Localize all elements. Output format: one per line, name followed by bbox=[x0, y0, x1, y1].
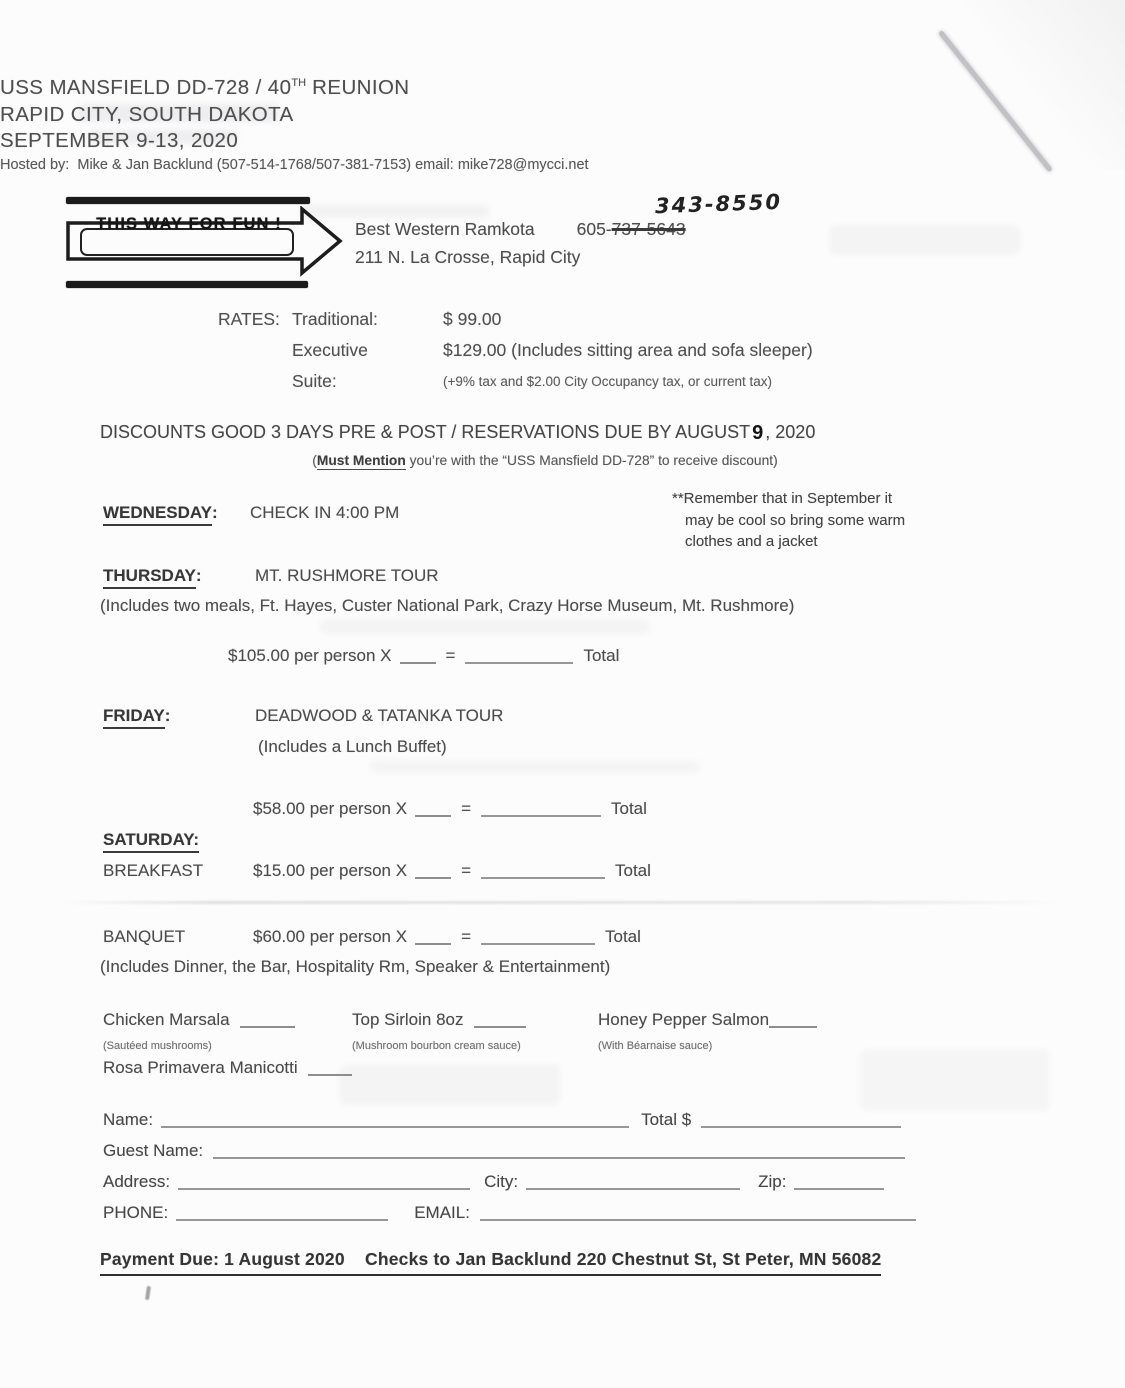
meal-salmon-sub: (With Béarnaise sauce) bbox=[598, 1040, 713, 1052]
hotel-name-phone-line bbox=[355, 219, 686, 240]
breakfast-label: BREAKFAST bbox=[103, 861, 204, 880]
address-blank bbox=[178, 1188, 470, 1190]
banquet-qty-blank bbox=[415, 943, 451, 945]
thursday-includes: (Includes two meals, Ft. Hayes, Custer National Park, Crazy Horse Museum, Mt. Rushmore) bbox=[100, 596, 795, 615]
friday-label: FRIDAY bbox=[103, 706, 165, 729]
weather-note-line2: may be cool so bring some warm bbox=[685, 511, 906, 529]
meal-salmon-blank bbox=[769, 1026, 817, 1028]
banquet-total-blank bbox=[481, 943, 595, 945]
payment-due-line: Payment Due: 1 August 2020 Checks to Jan Backlund 220 Chestnut St, St Peter, MN 56082 bbox=[100, 1249, 881, 1276]
rates-table bbox=[218, 304, 813, 397]
thursday-price-text: $105.00 per person X bbox=[228, 646, 392, 665]
discounts-line bbox=[100, 421, 815, 444]
total-label: Total bbox=[611, 799, 647, 818]
scan-artifact bbox=[340, 1065, 560, 1105]
email-blank bbox=[480, 1219, 916, 1221]
wednesday-heading bbox=[103, 503, 218, 526]
weather-reminder-note bbox=[672, 488, 972, 553]
title-suffix: REUNION bbox=[306, 76, 410, 99]
stamp-label: THIS WAY FOR FUN ! bbox=[96, 215, 282, 233]
rates-spacer bbox=[218, 335, 292, 366]
meal-chicken-sub: (Sautéed mushrooms) bbox=[103, 1040, 212, 1052]
friday-price-text: $58.00 per person X bbox=[253, 799, 408, 818]
title-prefix: USS MANSFIELD DD-728 / 40 bbox=[0, 76, 292, 99]
thursday-heading bbox=[103, 566, 202, 589]
page-corner-shadow bbox=[946, 0, 1125, 170]
hotel-address: 211 N. La Crosse, Rapid City bbox=[355, 247, 581, 267]
scan-artifact bbox=[830, 225, 1020, 255]
scan-artifact bbox=[320, 620, 650, 634]
must-mention-bold: Must Mention bbox=[316, 453, 406, 468]
banquet-price-text: $60.00 per person X bbox=[253, 927, 408, 946]
grand-total-label: Total $ bbox=[641, 1110, 692, 1129]
this-way-for-fun-stamp bbox=[64, 194, 354, 294]
meal-option-salmon bbox=[598, 1010, 817, 1030]
meal-option-chicken bbox=[103, 1010, 295, 1030]
rate-type-traditional: Traditional: bbox=[292, 309, 378, 329]
stamp-top-bar bbox=[66, 197, 310, 204]
mention-open-paren: ( bbox=[312, 453, 317, 468]
meal-chicken-blank bbox=[240, 1026, 295, 1028]
rates-label: RATES: bbox=[218, 309, 280, 329]
equals-sign: = bbox=[461, 927, 471, 946]
equals-sign: = bbox=[445, 646, 456, 665]
meal-sirloin-blank bbox=[474, 1026, 526, 1028]
wednesday-colon: : bbox=[211, 503, 218, 522]
friday-total-blank bbox=[481, 815, 601, 817]
wednesday-text: CHECK IN 4:00 PM bbox=[250, 503, 400, 522]
meal-option-manicotti bbox=[103, 1058, 352, 1078]
breakfast-total-blank bbox=[481, 877, 605, 879]
weather-note-line3: clothes and a jacket bbox=[685, 533, 818, 550]
friday-qty-blank bbox=[415, 815, 451, 817]
meal-manicotti-label: Rosa Primavera Manicotti bbox=[103, 1058, 298, 1077]
banquet-includes: (Includes Dinner, the Bar, Hospitality Rm, Speaker & Entertainment) bbox=[100, 957, 611, 976]
meal-salmon-label: Honey Pepper Salmon bbox=[598, 1010, 770, 1029]
hotel-name: Best Western Ramkota bbox=[355, 219, 535, 239]
zip-blank bbox=[794, 1188, 884, 1190]
address-row bbox=[103, 1172, 884, 1192]
saturday-heading bbox=[103, 830, 199, 853]
rate-type-executive: Executive bbox=[292, 340, 368, 360]
guest-name-row bbox=[103, 1141, 905, 1161]
banquet-price-line bbox=[253, 927, 641, 947]
name-label: Name: bbox=[103, 1110, 154, 1129]
friday-price-line bbox=[253, 799, 647, 819]
name-row bbox=[103, 1110, 901, 1130]
hotel-struck-phone: 737-5643 bbox=[611, 219, 686, 239]
phone-label: PHONE: bbox=[103, 1203, 169, 1222]
equals-sign: = bbox=[461, 799, 471, 818]
guest-name-label: Guest Name: bbox=[103, 1141, 204, 1160]
handwritten-day-digit: 9 bbox=[752, 422, 764, 444]
handwritten-phone-correction: 343-8550 bbox=[654, 189, 783, 219]
must-mention-line bbox=[105, 453, 985, 468]
guest-name-blank bbox=[213, 1157, 905, 1159]
thursday-qty-blank bbox=[400, 662, 436, 664]
zip-label: Zip: bbox=[758, 1172, 787, 1191]
breakfast-qty-blank bbox=[415, 877, 451, 879]
title-ordinal: TH bbox=[291, 77, 307, 90]
meal-option-sirloin bbox=[352, 1010, 526, 1030]
breakfast-price-line bbox=[253, 861, 651, 881]
doc-title-line1 bbox=[0, 76, 410, 100]
doc-title-dates: SEPTEMBER 9-13, 2020 bbox=[0, 129, 239, 152]
stamp-bottom-bar bbox=[66, 281, 308, 288]
discounts-text: DISCOUNTS GOOD 3 DAYS PRE & POST / RESERVATIONS DUE BY AUGUST bbox=[100, 422, 751, 442]
grand-total-blank bbox=[701, 1126, 901, 1128]
phone-row bbox=[103, 1203, 916, 1223]
meal-manicotti-blank bbox=[308, 1074, 352, 1076]
stray-pen-mark bbox=[145, 1286, 151, 1300]
thursday-tour-title: MT. RUSHMORE TOUR bbox=[255, 566, 439, 585]
phone-blank bbox=[176, 1219, 388, 1221]
friday-includes: (Includes a Lunch Buffet) bbox=[258, 737, 447, 756]
total-label: Total bbox=[583, 646, 620, 665]
friday-colon: : bbox=[164, 706, 171, 725]
hotel-area-code: 605- bbox=[576, 219, 612, 239]
email-label: EMAIL: bbox=[414, 1203, 470, 1222]
city-blank bbox=[526, 1188, 740, 1190]
rate-price-executive: $129.00 (Includes sitting area and sofa sleeper) bbox=[443, 340, 813, 360]
paper-crease-line bbox=[58, 901, 1068, 904]
friday-heading bbox=[103, 706, 170, 729]
thursday-colon: : bbox=[195, 566, 202, 585]
rates-spacer bbox=[218, 366, 292, 397]
banquet-label: BANQUET bbox=[103, 927, 186, 946]
doc-title-location: RAPID CITY, SOUTH DAKOTA bbox=[0, 103, 294, 126]
breakfast-price-text: $15.00 per person X bbox=[253, 861, 408, 880]
friday-tour-title: DEADWOOD & TATANKA TOUR bbox=[255, 706, 504, 725]
equals-sign: = bbox=[461, 861, 471, 880]
city-label: City: bbox=[484, 1172, 519, 1191]
meal-sirloin-sub: (Mushroom bourbon cream sauce) bbox=[352, 1040, 521, 1052]
thursday-price-line bbox=[228, 646, 619, 666]
thursday-total-blank bbox=[465, 662, 573, 664]
discounts-year: , 2020 bbox=[765, 422, 816, 442]
rate-type-suite: Suite: bbox=[292, 371, 337, 391]
thursday-label: THURSDAY bbox=[103, 566, 196, 589]
name-blank bbox=[161, 1126, 629, 1128]
mention-rest: you’re with the “USS Mansfield DD-728” to receive discount) bbox=[405, 453, 778, 468]
address-label: Address: bbox=[103, 1172, 171, 1191]
scan-artifact bbox=[370, 760, 700, 773]
hosted-by-line: Hosted by: Mike & Jan Backlund (507-514-1768/507-381-7153) email: mike728@mycci.net bbox=[0, 157, 589, 173]
scan-artifact bbox=[860, 1050, 1050, 1110]
rate-tax-note: (+9% tax and $2.00 City Occupancy tax, or current tax) bbox=[443, 374, 773, 389]
total-label: Total bbox=[605, 927, 641, 946]
meal-sirloin-label: Top Sirloin 8oz bbox=[352, 1010, 464, 1029]
meal-chicken-label: Chicken Marsala bbox=[103, 1010, 230, 1029]
rate-price-traditional: $ 99.00 bbox=[443, 309, 502, 329]
wednesday-label: WEDNESDAY bbox=[103, 503, 212, 526]
saturday-label: SATURDAY: bbox=[103, 830, 199, 853]
weather-note-line1: **Remember that in September it bbox=[672, 490, 893, 507]
total-label: Total bbox=[615, 861, 651, 880]
